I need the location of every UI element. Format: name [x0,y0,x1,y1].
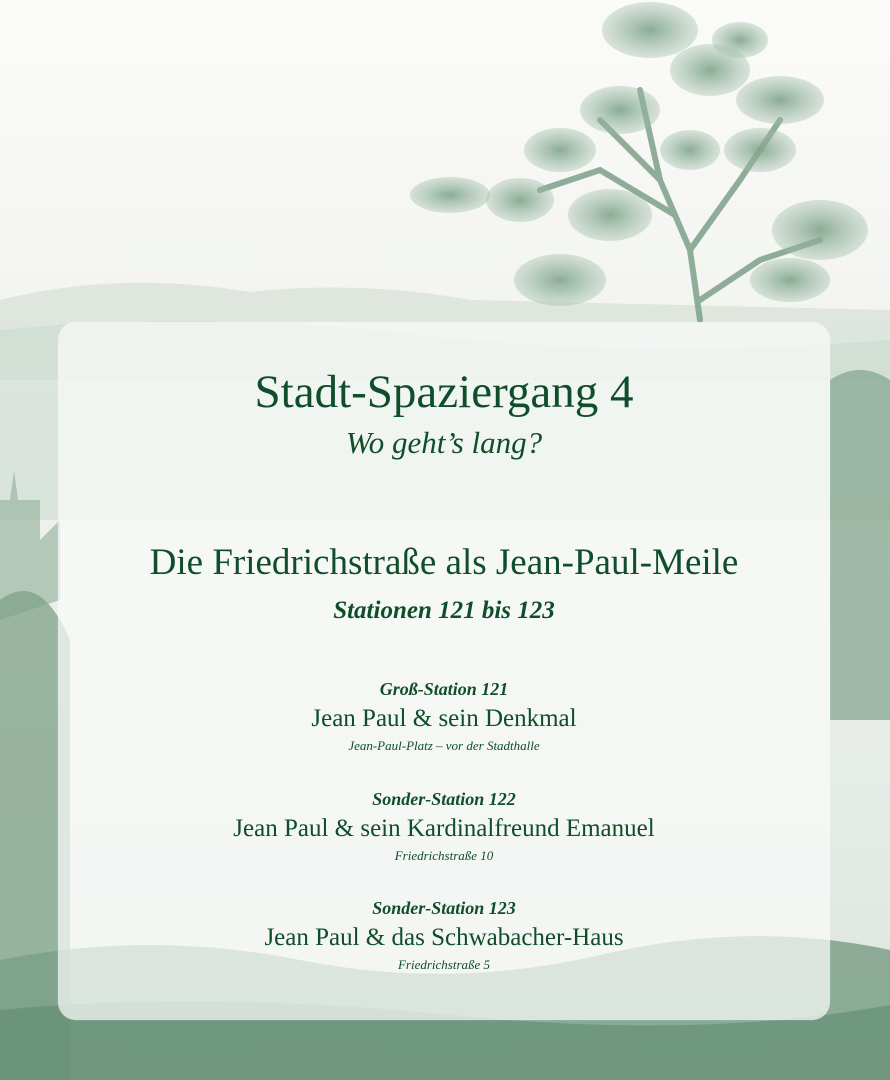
station-type: Sonder-Station 122 [372,789,516,809]
page-title: Stadt-Spaziergang 4 [254,366,634,418]
station-location: Friedrichstraße 10 [394,848,494,863]
station-range: Stationen 121 bis 123 [333,597,555,624]
title-card [58,322,830,1020]
station-type: Groß-Station 121 [379,679,509,699]
station-location: Jean-Paul-Platz – vor der Stadthalle [348,738,540,753]
page-subtitle: Wo geht’s lang? [345,425,543,460]
station-name: Jean Paul & sein Kardinalfreund Emanuel [233,815,655,842]
station-location: Friedrichstraße 5 [397,957,491,972]
station-name: Jean Paul & das Schwabacher-Haus [264,924,624,951]
station-type: Sonder-Station 123 [372,898,516,918]
section-heading: Die Friedrichstraße als Jean-Paul-Meile [149,542,739,583]
station-name: Jean Paul & sein Denkmal [311,705,577,732]
